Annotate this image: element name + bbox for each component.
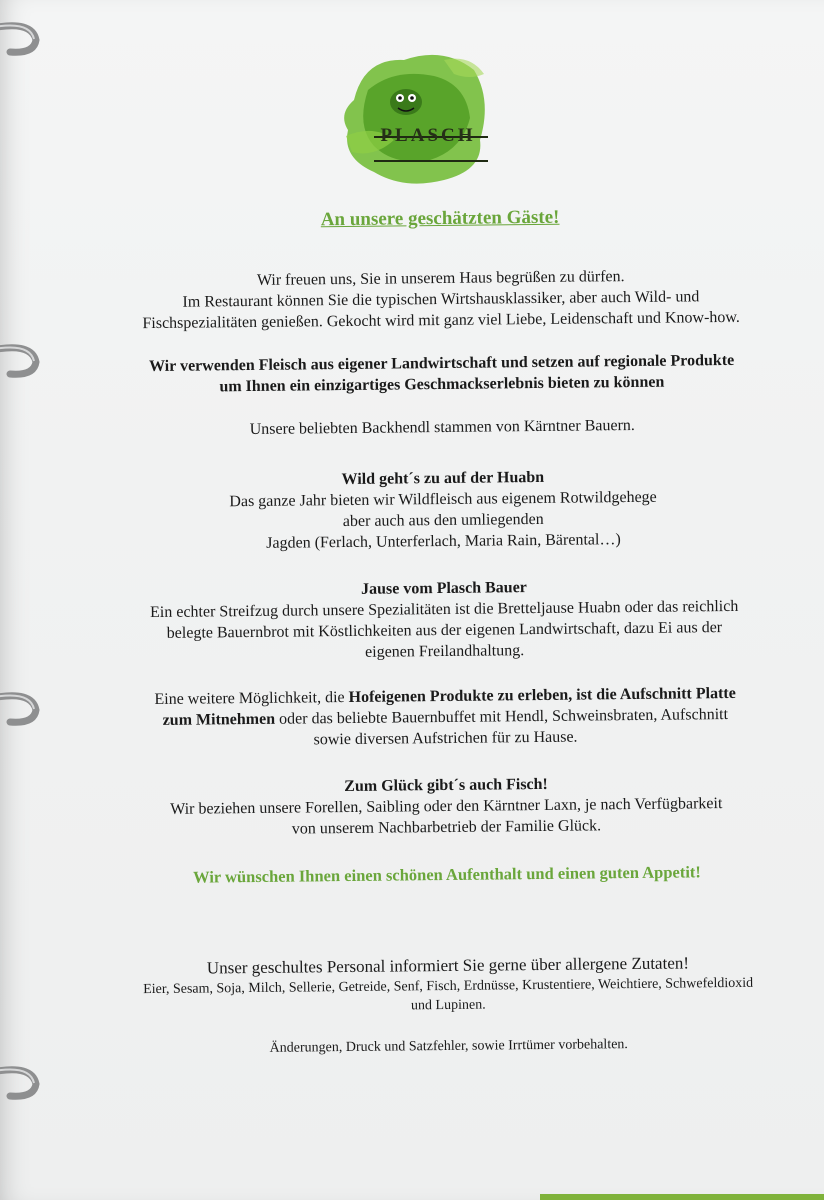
wild-line: Jagden (Ferlach, Unterferlach, Maria Rain, Bärental…) — [266, 531, 621, 552]
binder-ring-2 — [0, 340, 48, 380]
backhendl-line: Unsere beliebten Backhendl stammen von Kärntner Bauern. — [249, 416, 635, 439]
intro-line: Fischspezialitäten genießen. Gekocht wird mit ganz viel Liebe, Leidenschaft und Know-how. — [142, 308, 740, 333]
backhendl-note — [102, 413, 782, 441]
meat-statement — [102, 349, 782, 398]
hof-highlight: Hofeigenen Produkte zu erleben, ist die Aufschnitt Platte — [348, 684, 736, 706]
fish-section — [106, 771, 787, 841]
closing-wish: Wir wünschen Ihnen einen schönen Aufenthalt und einen guten Appetit! — [192, 862, 701, 887]
jause-line: belegte Bauernbrot mit Köstlichkeiten aus der eigenen Landwirtschaft, dazu Ei aus der — [166, 619, 723, 642]
intro-line: Wir freuen uns, Sie in unserem Haus begrüßen zu dürfen. — [256, 268, 625, 289]
green-edge — [540, 1194, 824, 1200]
wild-title: Wild geht´s zu auf der Huabn — [341, 468, 545, 489]
jause-title: Jause vom Plasch Bauer — [361, 579, 527, 598]
intro-section — [101, 264, 782, 334]
meat-line: Wir verwenden Fleisch aus eigener Landwirtschaft und setzen auf regionale Produkte — [148, 351, 735, 376]
wish-section — [107, 860, 787, 888]
allergen-line: und Lupinen. — [410, 997, 486, 1014]
hof-section — [105, 682, 786, 752]
page-heading: An unsere geschätzten Gäste! — [320, 206, 560, 231]
jause-line: eigenen Freilandhaltung. — [365, 642, 525, 661]
menu-text — [100, 204, 789, 1081]
logo-wordmark: PLASCH — [380, 125, 476, 146]
jause-line: Ein echter Streifzug durch unsere Spezialitäten ist die Bretteljause Huabn oder das reichlich — [150, 597, 739, 622]
disclaimer-section — [109, 1033, 789, 1059]
wild-line: aber auch aus den umliegenden — [342, 510, 544, 531]
wild-section — [103, 464, 784, 555]
fish-title: Zum Glück gibt´s auch Fisch! — [344, 775, 548, 796]
fish-line: von unserem Nachbarbetrieb der Familie Glück. — [291, 817, 602, 838]
hof-text: Eine weitere Möglichkeit, die — [154, 688, 349, 709]
binder-ring-4 — [0, 1062, 48, 1102]
intro-line: Im Restaurant können Sie die typischen Wirtshausklassiker, aber auch Wild- und — [182, 288, 700, 311]
hof-text: oder das beliebte Bauernbuffet mit Hendl, Schweinsbraten, Aufschnitt — [275, 706, 729, 728]
plasch-logo — [334, 40, 494, 190]
hof-highlight: zum Mitnehmen — [162, 710, 276, 729]
allergen-title: Unser geschultes Personal informiert Sie gerne über allergene Zutaten! — [206, 953, 690, 978]
binder-ring-3 — [0, 688, 48, 728]
allergen-section — [108, 951, 789, 1018]
binder-ring-1 — [0, 18, 48, 58]
hof-line-3: sowie diversen Aufstrichen für zu Hause. — [313, 728, 578, 749]
meat-line: um Ihnen ein einzigartiges Geschmackserlebnis bieten zu können — [219, 373, 665, 396]
disclaimer: Änderungen, Druck und Satzfehler, sowie Irrtümer vorbehalten. — [269, 1037, 628, 1056]
wild-line: Das ganze Jahr bieten wir Wildfleisch aus eigenem Rotwildgehege — [229, 488, 657, 511]
jause-section — [104, 574, 785, 665]
allergen-line: Eier, Sesam, Soja, Milch, Sellerie, Getreide, Senf, Fisch, Erdnüsse, Krustentiere, Weichtiere, Schwefeldioxid — [143, 975, 754, 998]
fish-line: Wir beziehen unsere Forellen, Saibling oder den Kärntner Laxn, je nach Verfügbarkeit — [170, 795, 723, 818]
